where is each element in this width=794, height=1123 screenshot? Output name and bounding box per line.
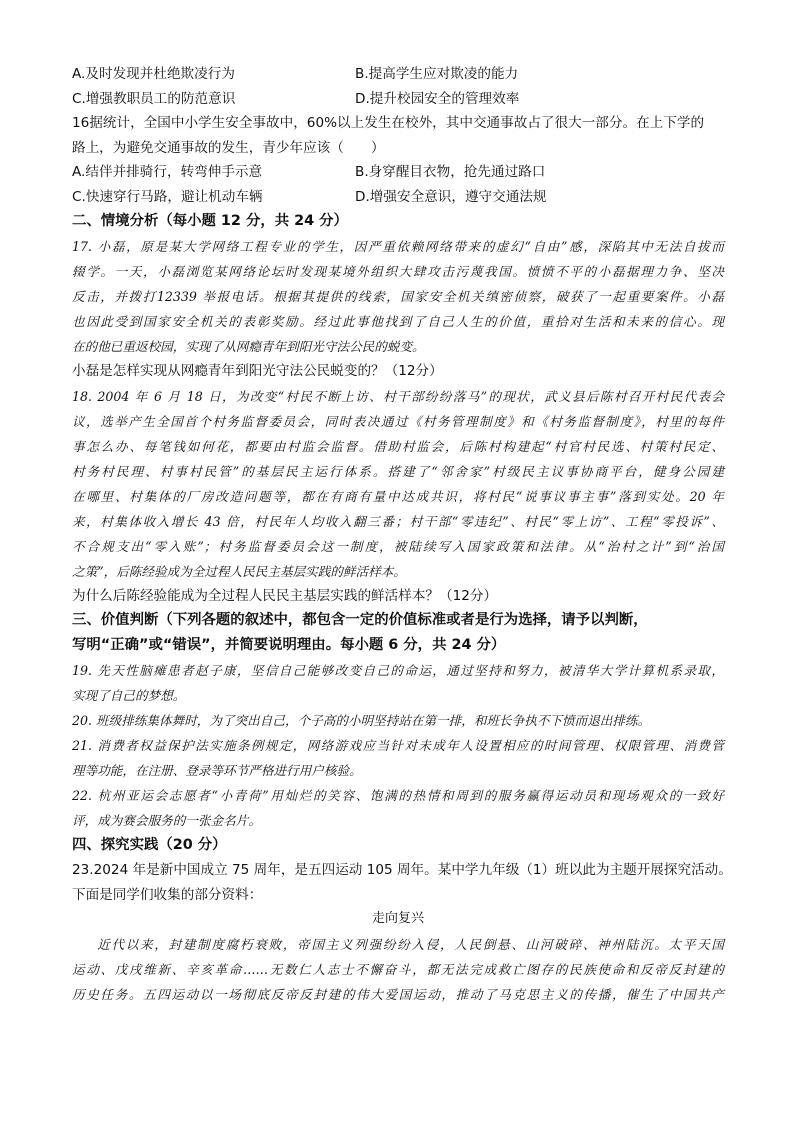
q18-line: 在哪里、村集体的厂房改造问题等，都在有商有量中达成共识，将村民“说事议事主事”落到实处。20 年 (72, 488, 724, 504)
q18-line: 事怎么办、每笔钱如何花，都要由村监会监督。借助村监会，后陈村构建起“村官村民选、村策村民定、 (72, 438, 724, 454)
material-line: 历史任务。五四运动以一场彻底反帝反封建的伟大爱国运动，推动了马克思主义的传播，催生了中国共产 (72, 986, 724, 1002)
section-4-heading: 四、探究实践（20 分） (72, 837, 227, 853)
material-line: 近代以来，封建制度腐朽衰败，帝国主义列强纷纷入侵，人民倒悬、山河破碎、神州陆沉。太平天国 (97, 936, 724, 952)
q16-option-b: B.身穿醒目衣物，抢先通过路口 (355, 164, 546, 180)
q16-option-d: D.增强安全意识，遵守交通法规 (355, 188, 547, 205)
material-title: 走向复兴 (371, 911, 424, 926)
q18-text (72, 384, 724, 584)
q17-line: 在的他已重返校园，实现了从网瘾青年到阳光守法公民的蜕变。 (72, 339, 425, 354)
q15-option-b: B.提高学生应对欺凌的能力 (355, 66, 519, 82)
q15-options-row-1 (72, 62, 724, 87)
q22-line: 评，成为赛会服务的一张金名片。 (72, 813, 261, 828)
q16-stem-line-2: 路上，为避免交通事故的发生，青少年应该（ ） (72, 139, 385, 156)
section-2-heading: 二、情境分析（每小题 12 分，共 24 分） (72, 213, 348, 229)
q21-text (72, 733, 724, 783)
q21-line: 理等功能，在注册、登录等环节严格进行用户核验。 (72, 763, 362, 778)
q15-option-a: A.及时发现并杜绝欺凌行为 (72, 66, 235, 82)
q19-line: 实现了自己的梦想。 (72, 688, 186, 703)
q19-line: 19. 先天性脑瘫患者赵子康，坚信自己能够改变自己的命运，通过坚持和努力，被清华大学计算机系录取， (72, 663, 724, 678)
q16-options-row-1 (72, 160, 724, 185)
q16-stem-line-1: 16据统计，全国中小学生安全事故中，60%以上发生在校外，其中交通事故占了很大一部分。在上下学的 (72, 115, 705, 131)
q17-text (72, 234, 724, 359)
q21-line: 21. 消费者权益保护法实施条例规定，网络游戏应当针对未成年人设置相应的时间管理、权限管理、消费管 (72, 738, 724, 753)
q18-line: 来，村集体收入增长 43 倍，村民年人均收入翻三番；村干部“零违纪”、村民“零上访”、工程“零投诉”、 (72, 513, 724, 529)
q18-question: 为什么后陈经验能成为全过程人民民主基层实践的鲜活样本？（12分） (72, 587, 498, 604)
q22-line: 22. 杭州亚运会志愿者“小青荷”用灿烂的笑容、饱满的热情和周到的服务赢得运动员和现场观众的一致好 (72, 788, 724, 803)
q15-option-c: C.增强教职员工的防范意识 (72, 90, 236, 107)
q16-option-c: C.快速穿行马路，避让机动车辆 (72, 188, 263, 205)
q18-line: 不合规支出“零入账”；村务监督委员会这一制度，被陆续写入国家政策和法律。从“治村之计”到“治国 (72, 538, 724, 554)
material-line: 运动、戊戌维新、辛亥革命……无数仁人志士不懈奋斗，都无法完成救亡图存的民族使命和反帝反封建的 (72, 961, 724, 977)
q18-line: 村务村民理、村事村民管”的基层民主运行体系。搭建了“邻舍家”村级民主议事协商平台，健身公园建 (72, 463, 724, 479)
q15-options-row-2 (72, 87, 724, 112)
q17-line: 也因此受到国家安全机关的表彰奖励。经过此事他找到了自己人生的价值，重拾对生活和未来的信心。现 (72, 314, 724, 329)
material-text (72, 932, 724, 1007)
exam-page (72, 62, 732, 1007)
q20-text: 20. 班级排练集体舞时，为了突出自己，个子高的小明坚持站在第一排，和班长争执不下愤而退出排练。 (72, 713, 651, 728)
q17-line: 反击，并拨打12339 举报电话。根据其提供的线索，国家安全机关缜密侦察，破获了一起重要案件。小磊 (72, 289, 724, 304)
section-3-heading-line-1: 三、价值判断（下列各题的叙述中，都包含一定的价值标准或者是行为选择，请予以判断， (72, 612, 648, 628)
q16-options-row-2 (72, 185, 724, 210)
q23-stem-line-2: 下面是同学们收集的部分资料： (72, 886, 263, 903)
q17-question: 小磊是怎样实现从网瘾青年到阳光守法公民蜕变的？（12分） (72, 363, 443, 379)
q17-line: 辍学。一天，小磊浏览某网络论坛时发现某境外组织大肆攻击污蔑我国。愤愤不平的小磊据理力争、坚决 (72, 264, 724, 279)
q23-stem-line-1: 23.2024 年是新中国成立 75 周年，是五四运动 105 周年。某中学九年级（1）班以此为主题开展探究活动。 (72, 862, 732, 878)
q16-option-a: A.结伴并排骑行，转弯伸手示意 (72, 164, 263, 180)
q17-line: 17. 小磊，原是某大学网络工程专业的学生，因严重依赖网络带来的虚幻“自由”感，深陷其中无法自拔而 (72, 239, 724, 254)
q18-line: 之策”，后陈经验成为全过程人民民主基层实践的鲜活样本。 (72, 563, 406, 579)
q22-text (72, 783, 724, 833)
section-3-heading-line-2: 写明“正确”或“错误”，并简要说明理由。每小题 6 分，共 24 分） (72, 637, 506, 653)
q18-line: 议，选举产生全国首个村务监督委员会，同时表决通过《村务管理制度》和《村务监督制度》，村里的每件 (72, 413, 724, 429)
q18-line: 18. 2004 年 6 月 18 日，为改变“村民不断上访、村干部纷纷落马”的现状，武义县后陈村召开村民代表会 (72, 388, 724, 404)
q15-option-d: D.提升校园安全的管理效率 (355, 90, 520, 107)
q19-text (72, 658, 724, 708)
